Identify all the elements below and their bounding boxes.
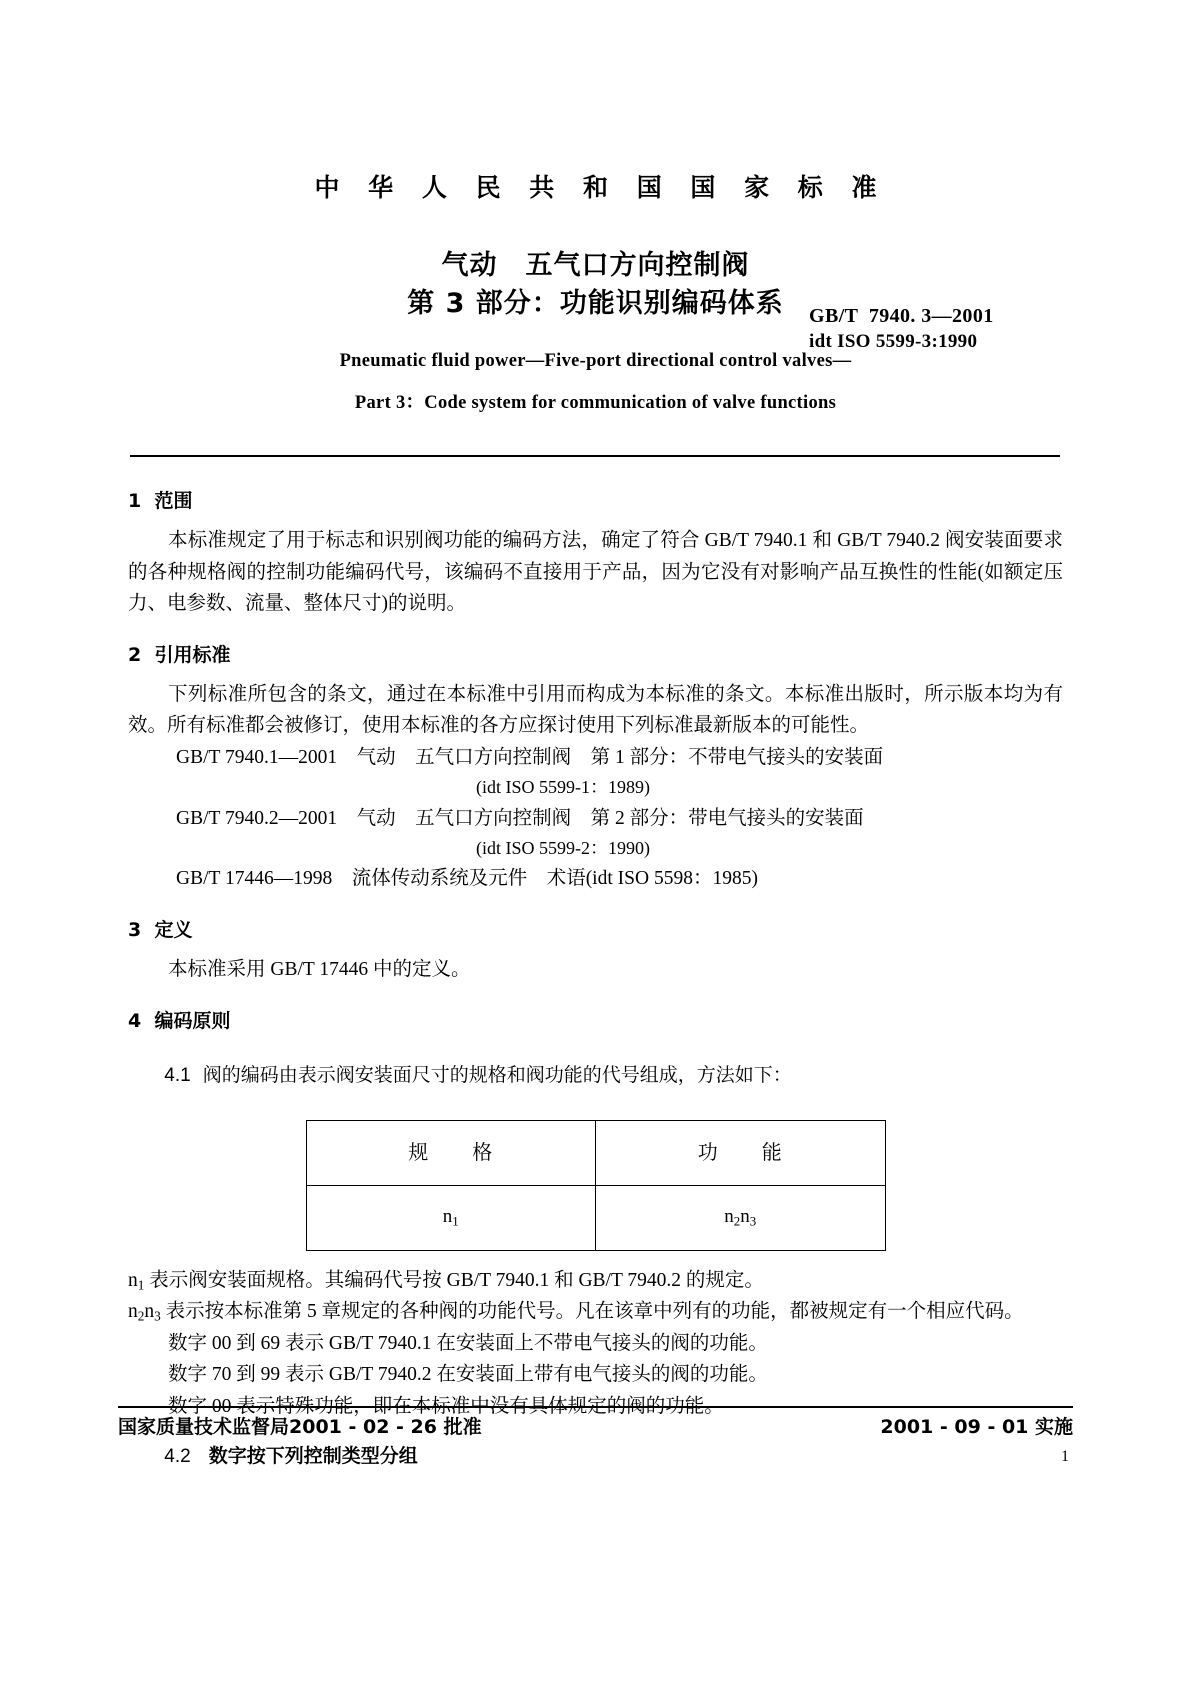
section-4-heading: 4 编码原则 <box>128 1009 231 1032</box>
footer-effective-date: 2001 - 09 - 01 实施 <box>880 1416 1073 1438</box>
section-1-heading: 1 范围 <box>128 490 193 512</box>
table-header-function: 功 能 <box>596 1120 886 1185</box>
standard-idt-reference: idt ISO 5599-3:1990 <box>809 331 978 352</box>
chinese-title-line-1: 气动 五气口方向控制阀 <box>441 250 750 281</box>
standard-code-block <box>809 305 1069 353</box>
english-title-line-1: Pneumatic fluid power—Five-port directional control valves— <box>339 351 852 371</box>
section-3-paragraph: 本标准采用 GB/T 17446 中的定义。 <box>168 958 471 980</box>
table-header-specification: 规 格 <box>306 1120 596 1185</box>
standard-number: GB/T 7940. 3—2001 <box>809 305 994 327</box>
clause-4-1 <box>128 1047 1063 1104</box>
document-body <box>128 492 1063 1485</box>
reference-item-2-iso: (idt ISO 5599-2：1990) <box>476 838 650 859</box>
clause-4-2-number: 4.2 <box>164 1446 191 1468</box>
page-footer <box>118 1412 1073 1439</box>
note-n2n3: $n_2n_3$ 表示按本标准第 5 章规定的各种阀的功能代号。凡在该章中列有的功能，都被规定有一个相应代码。 <box>128 1301 1024 1324</box>
national-standard-heading: 中 华 人 民 共 和 国 国 家 标 准 <box>314 173 887 202</box>
clause-4-1-text: 阀的编码由表示阀安装面尺寸的规格和阀功能的代号组成，方法如下： <box>202 1063 792 1086</box>
section-3-heading: 3 定义 <box>128 918 193 941</box>
page-number: 1 <box>1061 1448 1069 1465</box>
masthead <box>0 168 1191 204</box>
note-range-00-69: 数字 00 到 69 表示 GB/T 7940.1 在安装面上不带电气接头的阀的功能。 <box>168 1332 768 1354</box>
footer-approval-text: 国家质量技术监督局2001 - 02 - 26 批准 <box>118 1416 482 1438</box>
clause-4-2-text: 数字按下列控制类型分组 <box>208 1445 418 1468</box>
note-n1: $n_1$ 表示阀安装面规格。其编码代号按 GB/T 7940.1 和 GB/T 7940.2 的规定。 <box>128 1269 764 1293</box>
reference-item-3: GB/T 17446—1998 流体传动系统及元件 术语(idt ISO 5598：1985) <box>176 868 758 890</box>
note-special-00: 数字 00 表示特殊功能，即在本标准中没有具体规定的阀的功能。 <box>168 1395 724 1417</box>
code-structure-table-wrapper <box>128 1120 1063 1251</box>
table-row-values <box>306 1185 885 1250</box>
chinese-title-line-2: 第 3 部分：功能识别编码体系 <box>407 288 784 320</box>
header-divider-rule <box>130 455 1060 457</box>
section-2-heading: 2 引用标准 <box>128 643 231 666</box>
section-1-paragraph: 本标准规定了用于标志和识别阀功能的编码方法，确定了符合 GB/T 7940.1 和 GB/T 7940.2 阀安装面要求的各种规格阀的控制功能编码代号，该编码不直接用于产品，因为它没有对影响产品互换性的性能(如额定压力、电参数、流量、整体尺寸)的说明。 <box>128 530 1063 615</box>
english-title-line-2: Part 3：Code system for communication of valve functions <box>354 393 837 413</box>
footer-divider-rule <box>118 1406 1073 1408</box>
note-range-70-99: 数字 70 到 99 表示 GB/T 7940.2 在安装面上带有电气接头的阀的功能。 <box>168 1364 768 1386</box>
reference-item-2: GB/T 7940.2—2001 气动 五气口方向控制阀 第 2 部分：带电气接头的安装面 <box>176 807 864 829</box>
code-structure-table <box>306 1120 886 1251</box>
table-cell-n1: $n_1$ <box>306 1185 596 1250</box>
table-row-headers <box>306 1120 885 1185</box>
reference-item-1-iso: (idt ISO 5599-1：1989) <box>476 777 650 798</box>
table-cell-n2n3: $n_2n_3$ <box>596 1185 886 1250</box>
section-2-paragraph: 下列标准所包含的条文，通过在本标准中引用而构成为本标准的条文。本标准出版时，所示版本均为有效。所有标准都会被修订，使用本标准的各方应探讨使用下列标准最新版本的可能性。 <box>128 683 1063 737</box>
clause-4-1-number: 4.1 <box>164 1064 191 1086</box>
english-title-block <box>0 351 1191 414</box>
reference-item-1: GB/T 7940.1—2001 气动 五气口方向控制阀 第 1 部分：不带电气接头的安装面 <box>176 746 884 768</box>
